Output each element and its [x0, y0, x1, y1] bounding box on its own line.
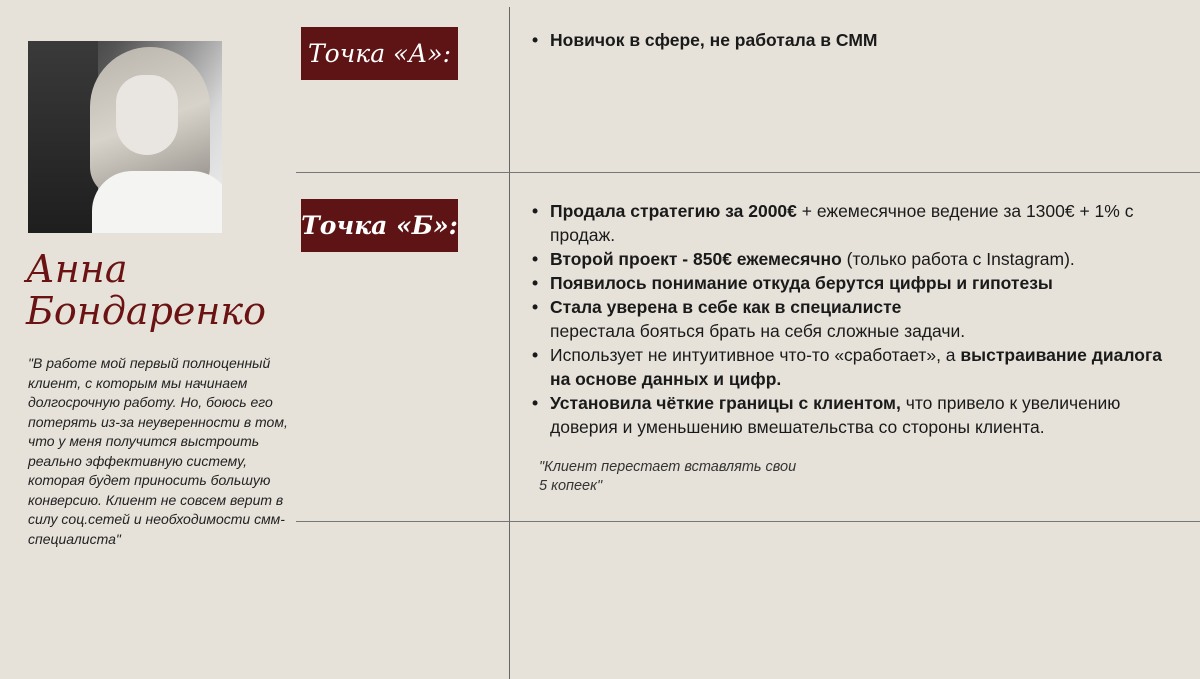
point-b-item-cont: продаж. [550, 225, 616, 245]
point-b-item: • Установила чёткие границы с клиентом, что привело к увеличению [530, 391, 1200, 415]
name-line2: Бондаренко [26, 289, 266, 333]
client-quote: "В работе мой первый полноценный клиент, с которым мы начинаем долгосрочную работу. Но, боюсь его потерять из-за неуверенности в том, что у меня получится выстроить реально эффективную систему, которая будет приносить большую конверсию. Клиент не совсем верит в силу соц.сетей и необходимости смм-специалиста" [28, 355, 288, 547]
point-b-badge: Точка «Б»: [301, 199, 458, 252]
row-divider-bottom [296, 521, 1200, 522]
point-b-list [530, 199, 1200, 439]
point-a-badge: Точка «А»: [301, 27, 458, 80]
point-b-item: • Появилось понимание откуда берутся цифры и гипотезы [530, 271, 1200, 295]
row-divider-top [296, 172, 1200, 173]
point-b-item: • Использует не интуитивное что-то «сработает», а выстраивание диалога [530, 343, 1200, 367]
point-b-item: • Второй проект - 850€ ежемесячно (только работа с Instagram). [530, 247, 1200, 271]
person-name [26, 248, 266, 332]
point-a-list [530, 28, 877, 52]
point-a-item: • Новичок в сфере, не работала в СММ [530, 28, 877, 52]
column-divider [509, 7, 510, 679]
name-line1: Анна [26, 247, 128, 291]
point-b-item: • Продала стратегию за 2000€ + ежемесячное ведение за 1300€ + 1% с [530, 199, 1200, 223]
point-b-item: • Стала уверена в себе как в специалисте [530, 295, 1200, 319]
point-b-item-cont: перестала бояться брать на себя сложные задачи. [550, 321, 966, 341]
point-b-item-cont: доверия и уменьшению вмешательства со стороны клиента. [550, 417, 1045, 437]
point-b-item-cont: на основе данных и цифр. [550, 369, 782, 389]
result-quote: "Клиент перестает вставлять свои 5 копеек" [539, 459, 797, 494]
profile-photo [28, 41, 222, 233]
